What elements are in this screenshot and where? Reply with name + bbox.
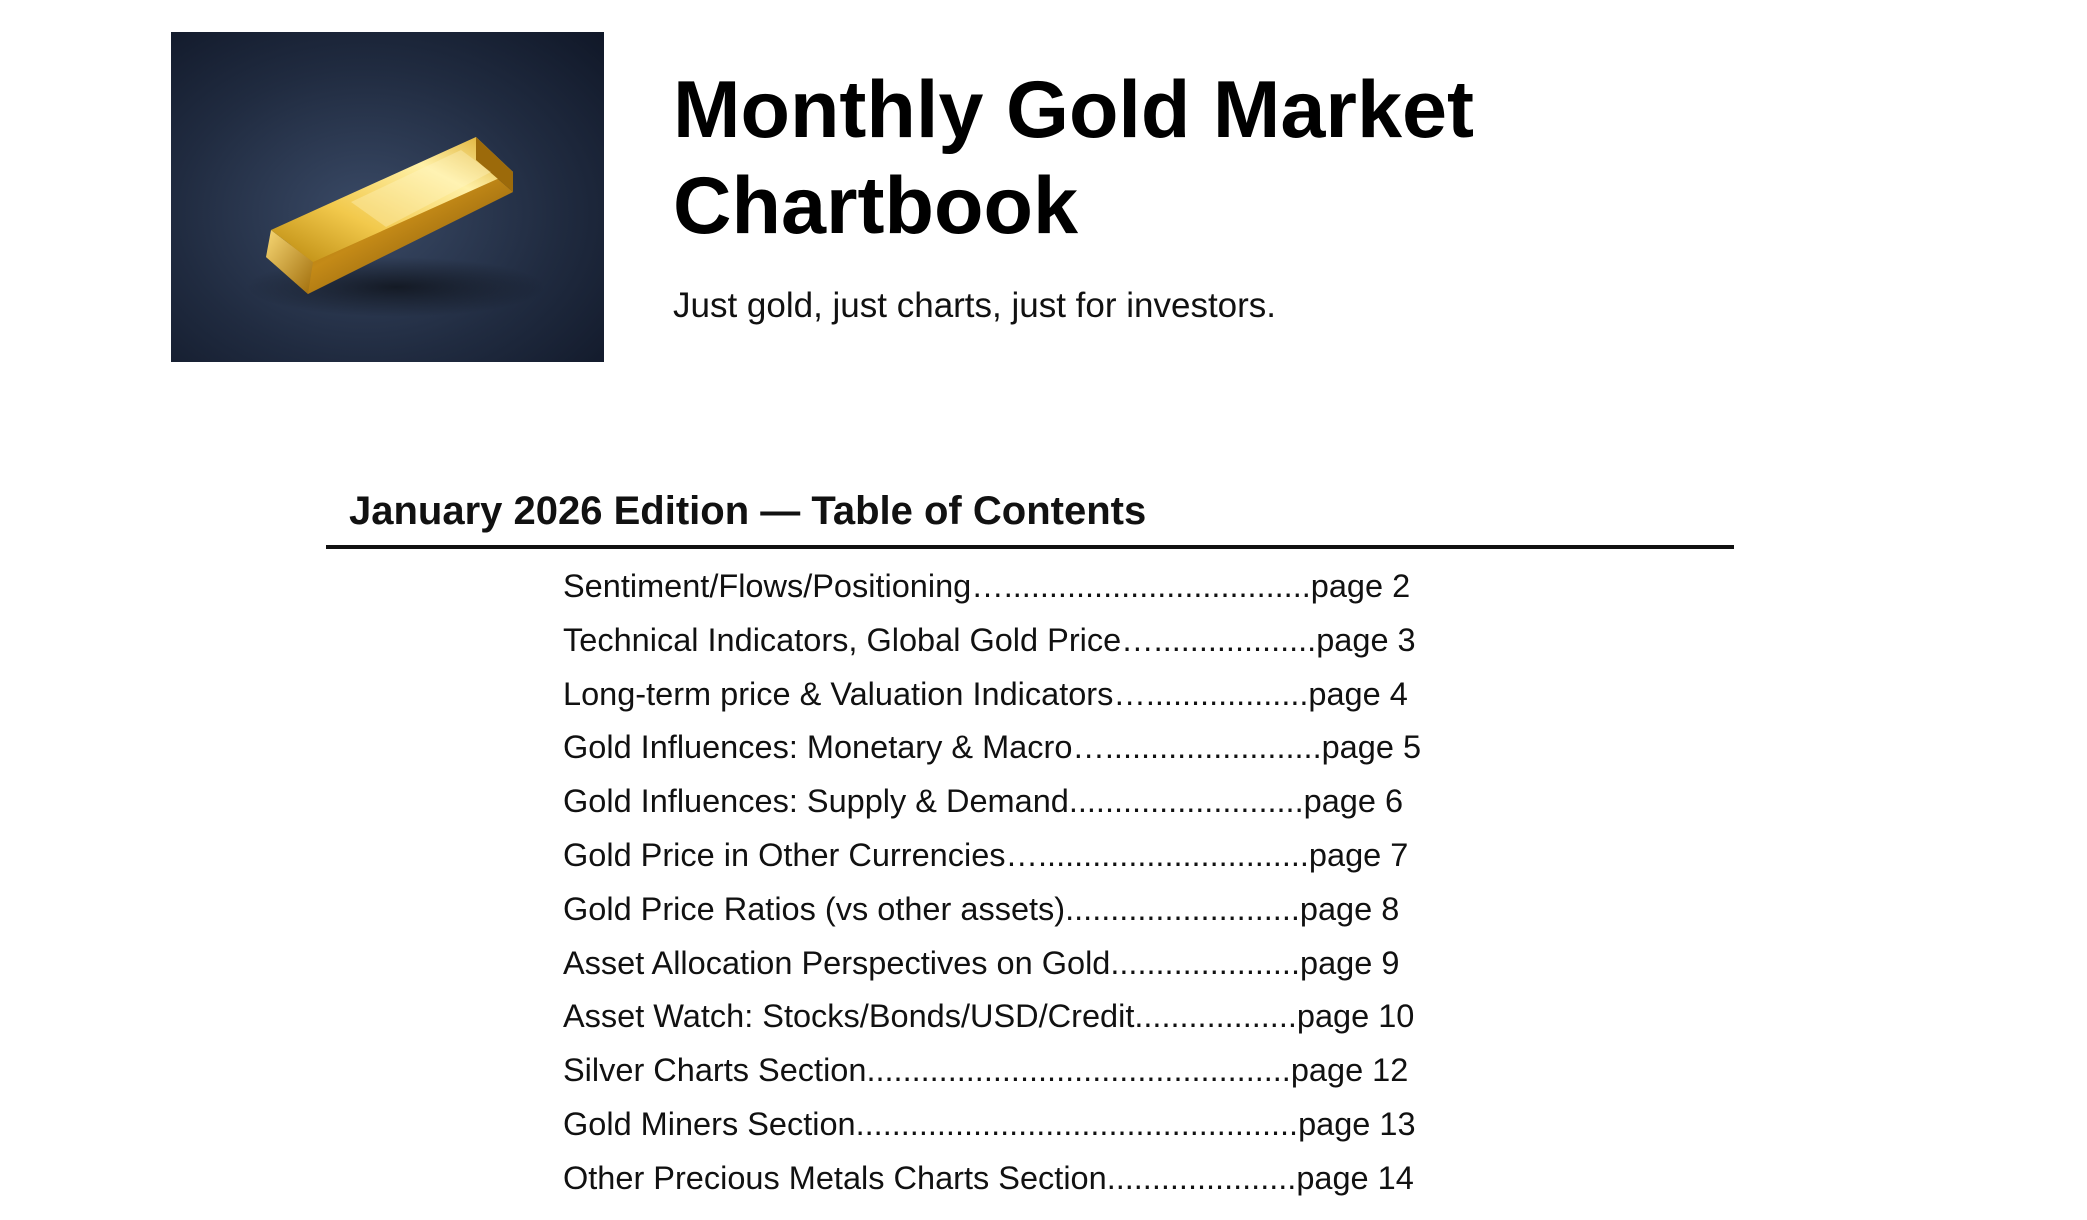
- toc-item-monetary-macro[interactable]: Gold Influences: Monetary & Macro…........................page 5: [563, 729, 1422, 766]
- toc-item-asset-allocation[interactable]: Asset Allocation Perspectives on Gold.....................page 9: [563, 944, 1400, 981]
- toc-item-technical-indicators[interactable]: Technical Indicators, Global Gold Price…..................page 3: [563, 621, 1416, 658]
- toc-heading: January 2026 Edition — Table of Contents: [349, 489, 1147, 533]
- page-title: [673, 62, 1474, 254]
- toc-item-silver-charts[interactable]: Silver Charts Section...............................................page 12: [563, 1052, 1409, 1089]
- toc-item-price-ratios[interactable]: Gold Price Ratios (vs other assets)..........................page 8: [563, 890, 1400, 927]
- toc-list: [563, 564, 1421, 1210]
- toc-item-supply-demand[interactable]: Gold Influences: Supply & Demand..........................page 6: [563, 783, 1404, 820]
- toc-item-valuation-indicators[interactable]: Long-term price & Valuation Indicators…..................page 4: [563, 675, 1408, 712]
- toc-item-gold-miners[interactable]: Gold Miners Section.................................................page 13: [563, 1105, 1416, 1142]
- gold-bar-image: [171, 32, 604, 362]
- toc-divider: [326, 545, 1734, 549]
- title-line-2: Chartbook: [673, 161, 1078, 251]
- toc-item-other-precious-metals[interactable]: Other Precious Metals Charts Section.....................page 14: [563, 1159, 1414, 1196]
- title-line-1: Monthly Gold Market: [673, 65, 1475, 155]
- toc-item-asset-watch[interactable]: Asset Watch: Stocks/Bonds/USD/Credit..................page 10: [563, 998, 1415, 1035]
- toc-item-sentiment[interactable]: Sentiment/Flows/Positioning…..................................page 2: [563, 568, 1411, 604]
- subtitle: Just gold, just charts, just for investors.: [673, 286, 1277, 325]
- toc-item-other-currencies[interactable]: Gold Price in Other Currencies…..............................page 7: [563, 836, 1409, 873]
